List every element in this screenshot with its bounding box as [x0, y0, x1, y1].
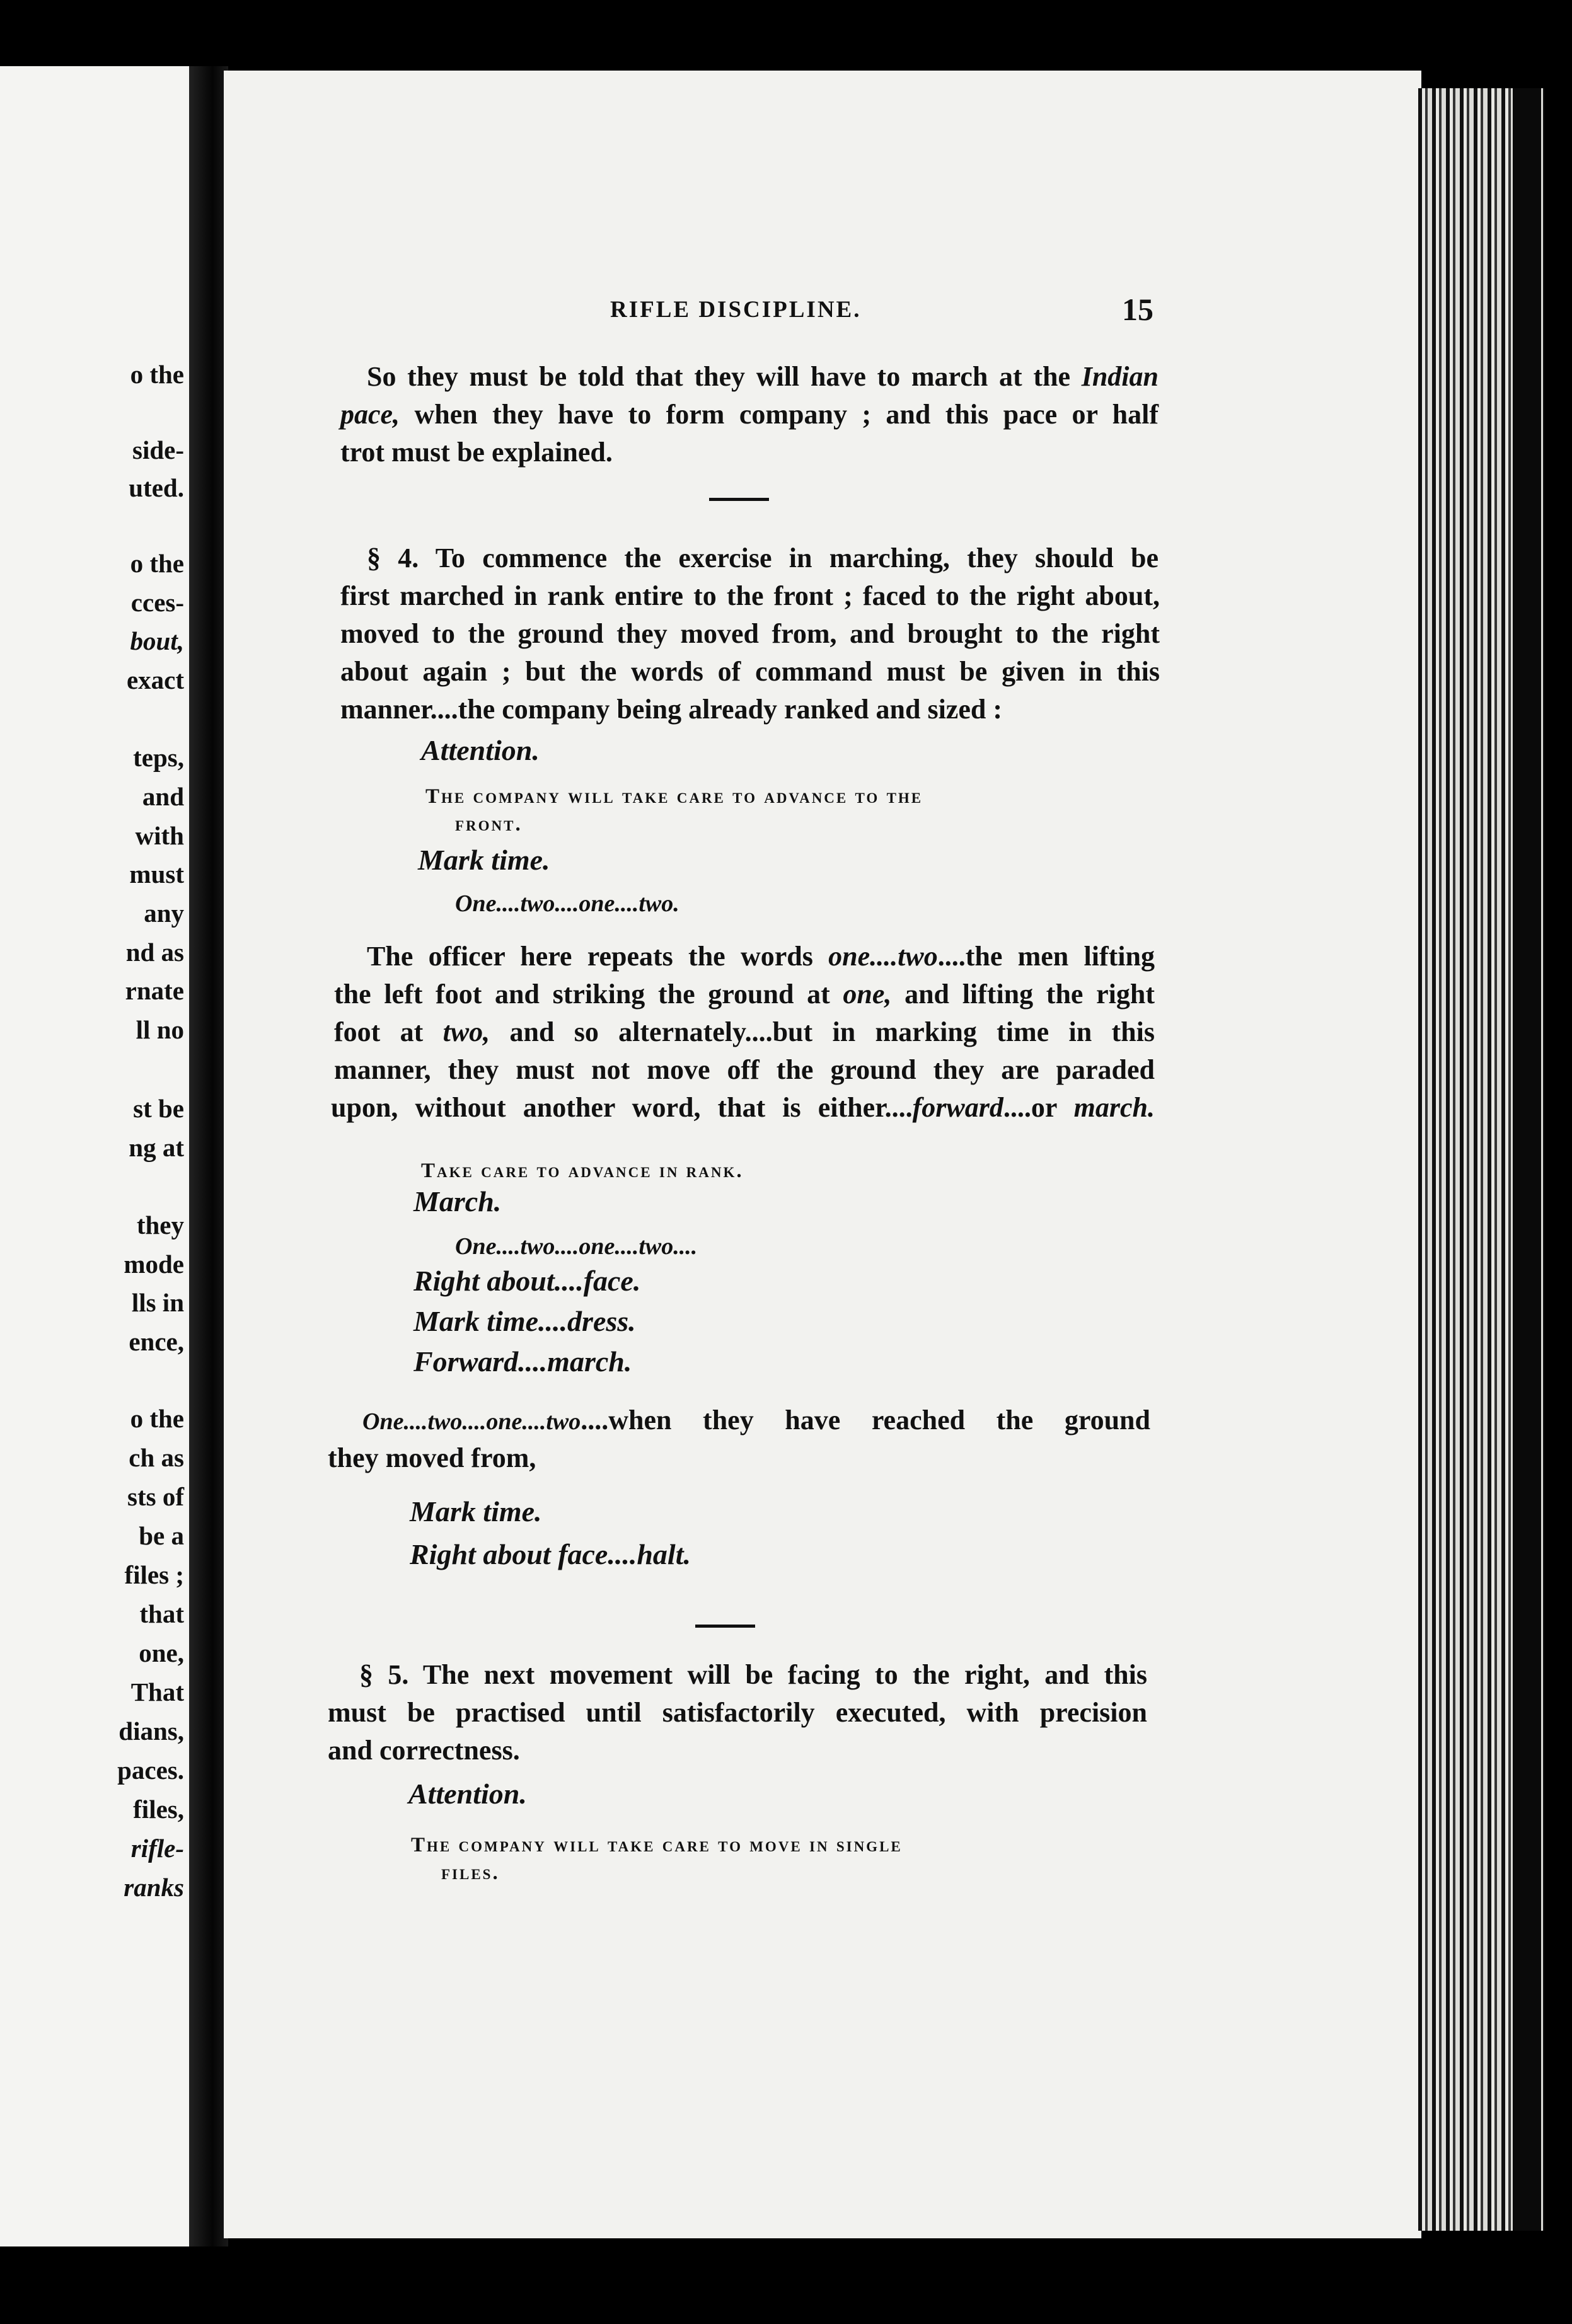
page-edges-shadow [1513, 88, 1541, 2231]
left-page-line: that [139, 1599, 184, 1628]
left-page-line: ch as [129, 1443, 184, 1472]
left-page-line: o the [130, 360, 184, 389]
italic-span: two, [442, 1016, 490, 1047]
text-line: manner....the company being already ranked and sized : [340, 694, 1002, 725]
italic-span: march. [1073, 1092, 1155, 1123]
left-page-line: mode [124, 1250, 184, 1279]
command-caps-line: The company will take care to move in single [411, 1834, 903, 1856]
text-line: trot must be explained. [340, 437, 613, 468]
italic-span: Indian [1081, 361, 1159, 392]
command-attention: Attention. [408, 1778, 527, 1810]
text-line: about again ; but the words of command must be given in this [340, 656, 1160, 687]
command-attention: Attention. [421, 734, 540, 766]
running-head: RIFLE DISCIPLINE. [610, 297, 862, 323]
text-line [340, 396, 1159, 434]
text-span: when they have to form company ; and this pace or half [400, 399, 1159, 430]
left-page-line: nd as [125, 938, 184, 967]
text-line [334, 1013, 1155, 1051]
text-line [367, 938, 1155, 975]
text-span: and lifting the right [891, 979, 1155, 1010]
left-page-line: side- [132, 435, 184, 464]
text-line [331, 1089, 1155, 1127]
left-page-line: paces. [117, 1756, 184, 1785]
left-page-line: must [129, 860, 184, 889]
left-page-line: ranks [124, 1873, 184, 1902]
text-span: and so alternately....but in marking time in this [490, 1016, 1155, 1047]
left-page-line: sts of [127, 1482, 184, 1511]
text-span: The officer here repeats the words [367, 941, 829, 972]
text-line: manner, they must not move off the ground they are paraded [334, 1054, 1155, 1085]
text-span: upon, without another word, that is either.... [331, 1092, 913, 1123]
left-page-line: ll no [136, 1015, 184, 1044]
book-gutter [189, 66, 228, 2246]
text-line: first marched in rank entire to the front ; faced to the right about, [340, 580, 1160, 611]
command-forward: Forward....march. [413, 1345, 632, 1378]
text-line: § 5. The next movement will be facing to the right, and this [359, 1659, 1147, 1690]
italic-span: one....two [828, 941, 938, 972]
command-caps-line: front. [455, 813, 523, 836]
left-page-line: they [136, 1211, 184, 1240]
text-line: they moved from, [328, 1442, 536, 1473]
left-page-line: o the [130, 1404, 184, 1433]
text-line [367, 358, 1159, 396]
left-page-line: with [135, 821, 184, 850]
left-page-line: rifle- [130, 1834, 184, 1863]
text-line: § 4. To commence the exercise in marching, they should be [367, 543, 1159, 573]
text-span: ....when they have reached the ground [581, 1405, 1150, 1435]
left-page-line: lls in [131, 1288, 184, 1317]
facing-page-fragment [0, 66, 189, 2246]
text-span: the left foot and striking the ground at [334, 979, 843, 1010]
page-number: 15 [1122, 292, 1153, 327]
command-mark-time: Mark time. [418, 844, 550, 876]
text-line: must be practised until satisfactorily executed, with precision [328, 1697, 1147, 1728]
text-span: So they must be told that they will have to march at the [367, 361, 1070, 392]
count-line: One....two....one....two. [455, 890, 679, 917]
text-span: ....the men lifting [937, 941, 1155, 972]
left-page-line: That [130, 1677, 184, 1706]
text-line: and correctness. [328, 1735, 520, 1766]
text-line: moved to the ground they moved from, and brought to the right [340, 618, 1160, 649]
command-caps-line: Take care to advance in rank. [421, 1159, 744, 1182]
left-page-line: and [142, 782, 184, 811]
command-march: March. [413, 1185, 502, 1217]
command-right-about: Right about....face. [413, 1265, 641, 1297]
left-page-line: ence, [129, 1327, 184, 1356]
italic-span: One....two....one....two [362, 1408, 581, 1435]
count-line: One....two....one....two.... [455, 1233, 698, 1260]
command-caps-line: files. [441, 1861, 500, 1884]
left-page-line: files, [133, 1795, 184, 1824]
left-page-line: files ; [124, 1560, 184, 1589]
left-page-line: uted. [129, 473, 184, 502]
italic-span: forward [912, 1092, 1003, 1123]
command-halt: Right about face....halt. [410, 1538, 691, 1570]
left-page-line: st be [133, 1094, 184, 1123]
command-mark-time: Mark time. [410, 1495, 542, 1527]
italic-span: one, [843, 979, 892, 1010]
text-span: foot at [334, 1016, 443, 1047]
left-page-line: any [144, 899, 184, 928]
left-page-line: o the [130, 549, 184, 578]
command-mark-dress: Mark time....dress. [413, 1305, 636, 1337]
section-rule [695, 1625, 755, 1628]
left-page-line: cces- [130, 588, 184, 617]
text-line [362, 1401, 1150, 1441]
section-rule [709, 498, 769, 501]
left-page-line: teps, [133, 743, 184, 772]
left-page-line: ng at [129, 1133, 184, 1162]
left-page-line: one, [139, 1638, 184, 1667]
left-page-line: dians, [118, 1717, 184, 1746]
left-page-line: be a [139, 1521, 184, 1550]
left-page-line: exact [126, 665, 184, 694]
left-page-line: bout, [130, 626, 184, 655]
command-caps-line: The company will take care to advance to the [425, 785, 923, 808]
left-page-line: rnate [125, 976, 184, 1005]
text-line [334, 975, 1155, 1013]
italic-span: pace, [340, 399, 400, 430]
text-span: ....or [1003, 1092, 1074, 1123]
